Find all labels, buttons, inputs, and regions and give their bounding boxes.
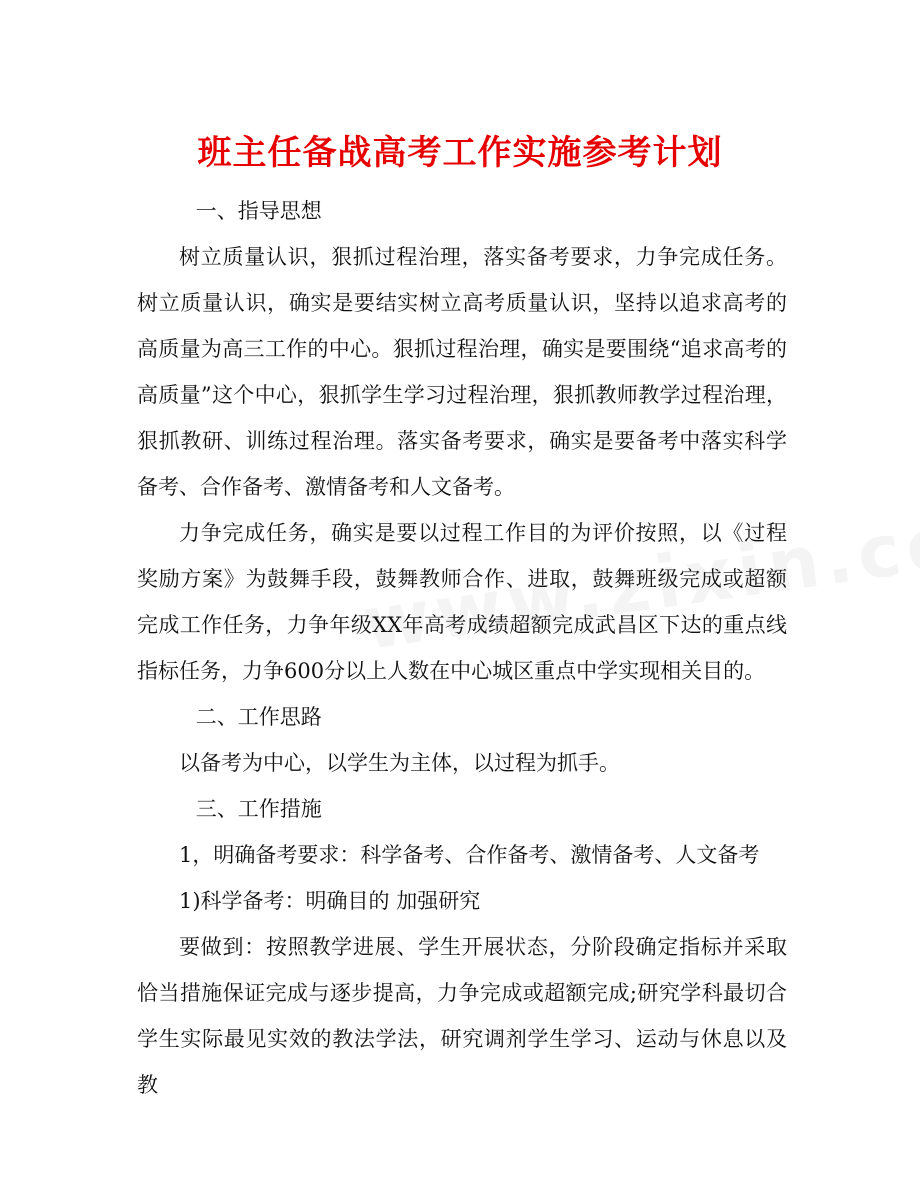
section-heading-guiding-ideology: 一、指导思想 (195, 199, 322, 223)
paragraph-work-approach: 以备考为中心，以学生为主体，以过程为抓手。 (179, 751, 620, 775)
paragraph-requirements: 要做到：按照教学进展、学生开展状态，分阶段确定指标并采取恰当措施保证完成与逐步提高，力争完成或超额完成;研究学科最切合学生实际最见实效的教法学法，研究调剂学生学习、运动与休息以及教 (137, 935, 787, 1097)
paragraph-scientific-preparation: 1)科学备考：明确目的 加强研究 (179, 889, 481, 913)
paragraph-measure-1: 1，明确备考要求：科学备考、合作备考、激情备考、人文备考 (179, 843, 760, 867)
paragraph-quality-awareness: 树立质量认识，狠抓过程治理，落实备考要求，力争完成任务。树立质量认识，确实是要结实树立高考质量认识，坚持以追求高考的高质量为高三工作的中心。狠抓过程治理，确实是要围绕“追求高考的高质量”这个中心，狠抓学生学习过程治理，狠抓教师教学过程治理，狠抓教研、训练过程治理。落实备考要求，确实是要备考中落实科学备考、合作备考、激情备考和人文备考。 (137, 245, 787, 499)
document-body (137, 188, 787, 1108)
section-heading-work-approach: 二、工作思路 (195, 705, 322, 729)
paragraph-complete-tasks: 力争完成任务，确实是要以过程工作目的为评价按照，以《过程奖励方案》为鼓舞手段，鼓舞教师合作、进取，鼓舞班级完成或超额完成工作任务，力争年级XX年高考成绩超额完成武昌区下达的重点线指标任务，力争600分以上人数在中心城区重点中学实现相关目的。 (137, 521, 787, 683)
document-title: 班主任备战高考工作实施参考计划 (197, 133, 723, 173)
section-heading-work-measures: 三、工作措施 (195, 797, 322, 821)
